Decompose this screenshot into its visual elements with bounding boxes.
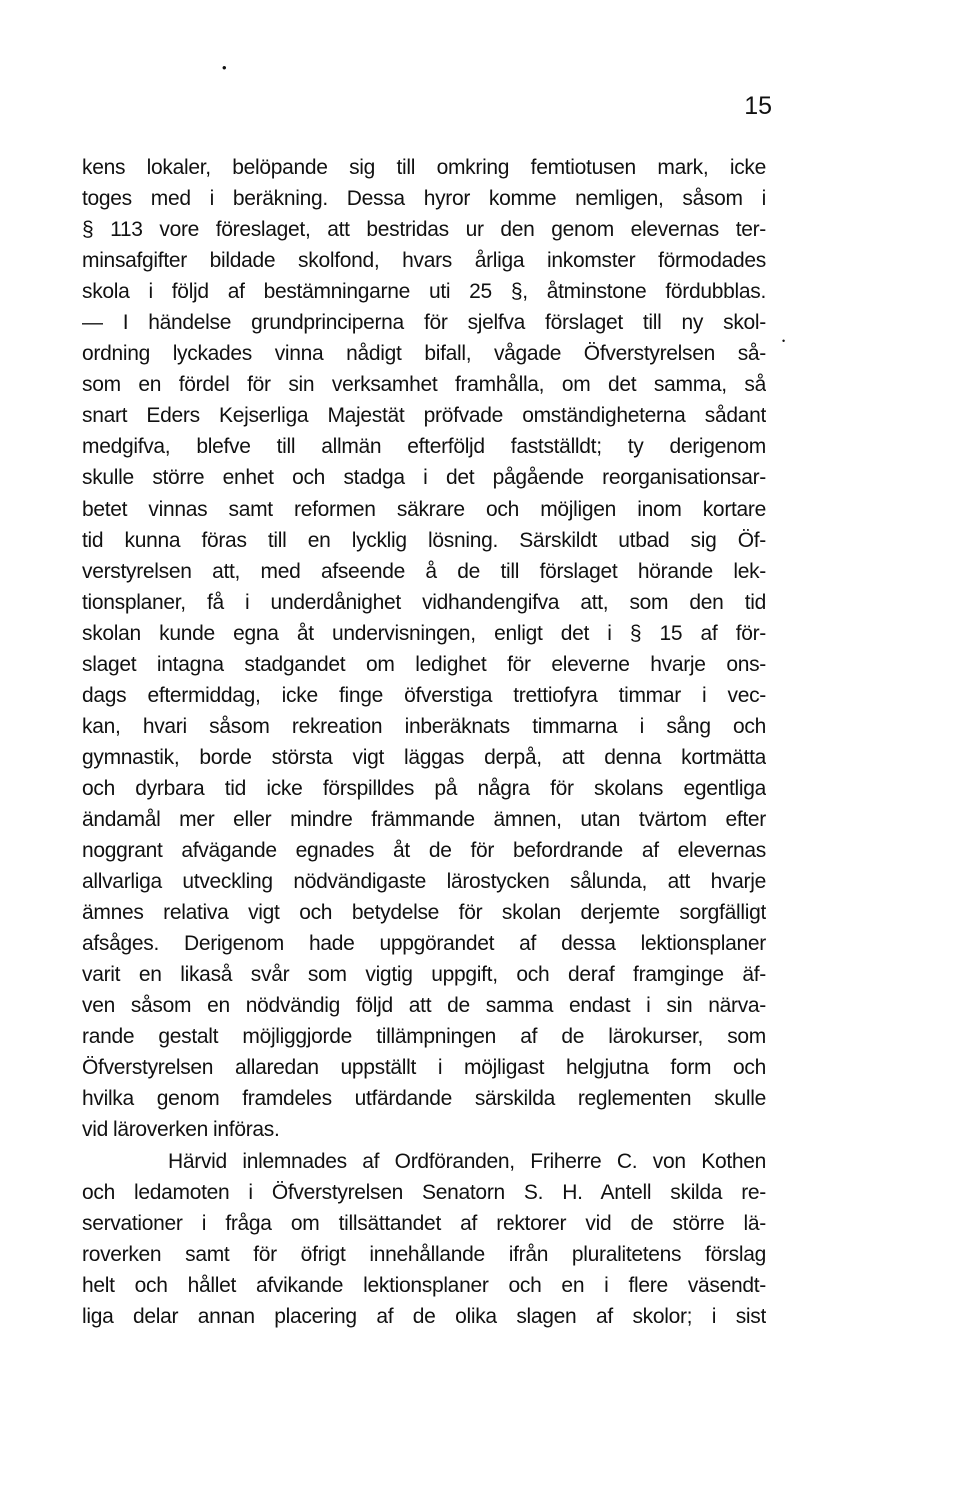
text-line: Öfverstyrelsen allaredan uppställt i möjligast helgjutna form och — [82, 1056, 766, 1080]
text-line: verstyrelsen att, med afseende å de till förslaget hörande lek- — [82, 559, 766, 583]
text-line: skulle större enhet och stadga i det pågående reorganisationsar- — [82, 466, 766, 490]
text-line: kan, hvari såsom rekreation inberäknats timmarna i sång och — [82, 714, 766, 738]
text-line: snart Eders Kejserliga Majestät pröfvade omständigheterna sådant — [82, 404, 766, 428]
text-line: toges med i beräkning. Dessa hyror komme nemligen, såsom i — [82, 187, 766, 211]
text-line: kens lokaler, belöpande sig till omkring femtiotusen mark, icke — [82, 156, 766, 179]
text-line: roverken samt för öfrigt innehållande ifrån pluralitetens förslag — [82, 1242, 766, 1266]
text-line: skola i följd af bestämningarne uti 25 §, åtminstone fördubblas. — [82, 280, 766, 304]
text-line: hvilka genom framdeles utfärdande särskilda reglementen skulle — [82, 1087, 766, 1111]
text-line: och ledamoten i Öfverstyrelsen Senatorn S. H. Antell skilda re- — [82, 1180, 766, 1204]
text-line: rande gestalt möjliggjorde tillämpningen af de lärokurser, som — [82, 1025, 766, 1049]
text-line: ven såsom en nödvändig följd att de samma endast i sin närva- — [82, 994, 766, 1018]
text-line: minsafgifter bildade skolfond, hvars årliga inkomster förmodades — [82, 249, 766, 273]
text-line: dags eftermiddag, icke finge öfverstiga trettiofyra timmar i vec- — [82, 683, 766, 707]
text-line: varit en likaså svår som vigtig uppgift, och deraf framginge äf- — [82, 963, 766, 987]
text-line: — I händelse grundprinciperna för sjelfva förslaget till ny skol- — [82, 311, 766, 335]
text-line: tid kunna föras till en lycklig lösning. Särskildt utbad sig Öf- — [82, 528, 766, 552]
text-line: servationer i fråga om tillsättandet af rektorer vid de större lä- — [82, 1211, 766, 1235]
margin-mark: • — [782, 336, 786, 346]
text-line: skolan kunde egna åt undervisningen, enligt det i § 15 af för- — [82, 621, 766, 645]
body-text — [82, 152, 766, 1332]
text-line: Härvid inlemnades af Ordföranden, Friherre C. von Kothen — [168, 1149, 766, 1173]
text-line: gymnastik, borde största vigt läggas derpå, att denna kortmätta — [82, 745, 766, 769]
text-line: noggrant afvägande egnades åt de för befordrande af elevernas — [82, 839, 766, 863]
text-line: liga delar annan placering af de olika slagen af skolor; i sist — [82, 1304, 766, 1328]
text-line: medgifva, blefve till allmän efterföljd fastställdt; ty derigenom — [82, 435, 766, 459]
corner-mark: • — [222, 60, 227, 75]
text-line: vid läroverken införas. — [82, 1118, 280, 1142]
page-number: 15 — [744, 92, 772, 120]
text-line: slaget intagna stadgandet om ledighet för eleverne hvarje ons- — [82, 652, 766, 676]
text-line: allvarliga utveckling nödvändigaste lärostycken sålunda, att hvarje — [82, 870, 766, 894]
text-line: och dyrbara tid icke förspilldes på några för skolans egentliga — [82, 776, 766, 800]
text-line: ämnes relativa vigt och betydelse för skolan derjemte sorgfälligt — [82, 901, 766, 925]
text-line: tionsplaner, få i underdånighet vidhandengifva att, som den tid — [82, 590, 766, 614]
text-line: helt och hållet afvikande lektionsplaner och en i flere väsendt- — [82, 1273, 766, 1297]
text-line: § 113 vore föreslaget, att bestridas ur den genom elevernas ter- — [82, 218, 766, 242]
text-line: som en fördel för sin verksamhet framhålla, om det samma, så — [82, 373, 766, 397]
text-line: ordning lyckades vinna nådigt bifall, vågade Öfverstyrelsen så- — [82, 342, 766, 366]
text-line: afsåges. Derigenom hade uppgörandet af dessa lektionsplaner — [82, 932, 766, 956]
text-line: ändamål mer eller mindre främmande ämnen, utan tvärtom efter — [82, 807, 766, 831]
text-line: betet vinnas samt reformen säkrare och möjligen inom kortare — [82, 497, 766, 521]
